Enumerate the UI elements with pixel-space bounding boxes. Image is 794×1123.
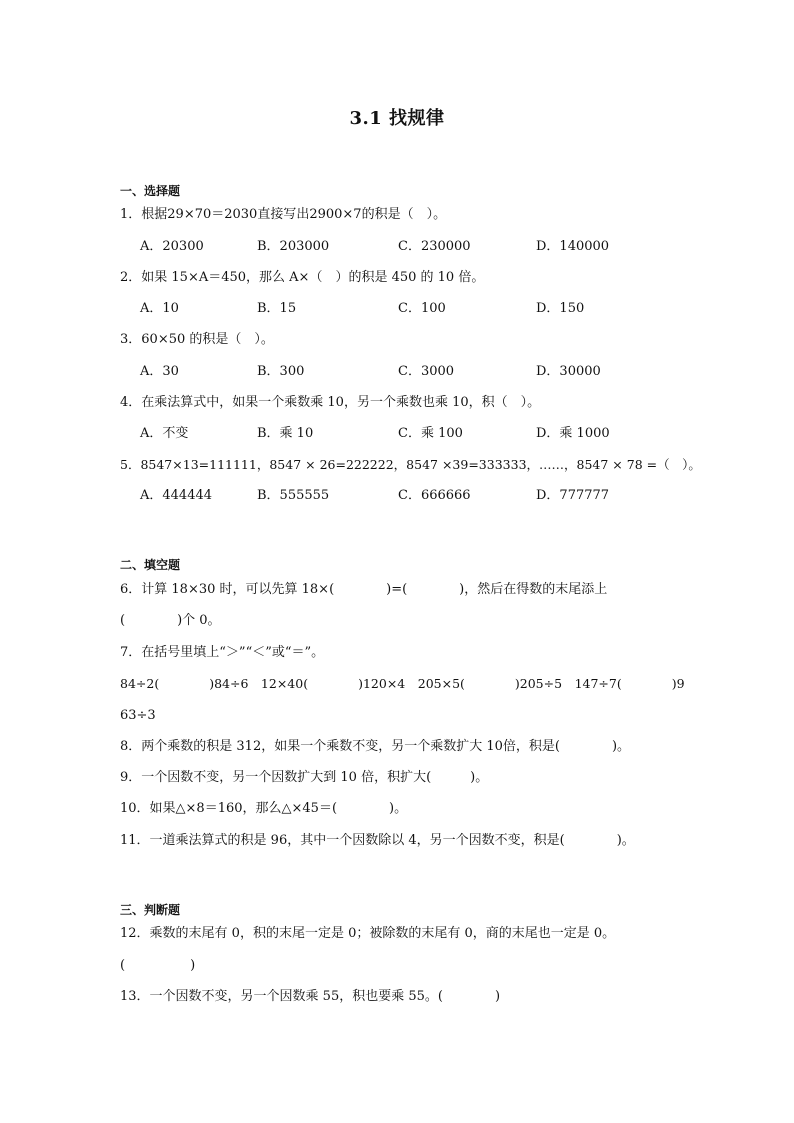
question-7-line-1: 7．在括号里填上“＞”“＜”或“＝”。 [120,645,325,660]
question-3-options [140,363,640,381]
question-7-line-2: 84÷2( )84÷6 12×40( )120×4 205×5( )205÷5 147÷7( )9 [120,676,685,691]
option-c: C．230000 [398,239,471,254]
option-d: D．140000 [536,239,610,254]
option-d: D．乘 1000 [536,426,610,441]
option-b: B．300 [257,364,305,379]
question-2: 2．如果 15×A＝450，那么 A×（ ）的积是 450 的 10 倍。 [120,270,485,285]
section-heading-judge: 三、判断题 [120,903,181,917]
question-13: 13．一个因数不变，另一个因数乘 55，积也要乘 55。( ) [120,989,501,1004]
question-11: 11．一道乘法算式的积是 96，其中一个因数除以 4，另一个因数不变，积是( )。 [120,833,635,848]
option-c: C．乘 100 [398,426,463,441]
option-c: C．666666 [398,488,471,503]
option-b: B．555555 [257,488,330,503]
option-c: C．3000 [398,364,455,379]
question-6-line-2: ( )个 0。 [120,613,221,628]
question-7-line-3: 63÷3 [120,708,156,723]
section-heading-choice: 一、选择题 [120,184,181,198]
option-d: D．777777 [536,488,610,503]
question-2-options [140,300,640,318]
question-5: 5．8547×13=111111，8547 × 26=222222，8547 ×39=333333，……，8547 × 78 =（ ）。 [120,457,701,472]
option-a: A．444444 [140,488,213,503]
question-4: 4．在乘法算式中，如果一个乘数乘 10，另一个乘数也乘 10，积（ ）。 [120,395,541,410]
question-10: 10．如果△×8＝160，那么△×45＝( )。 [120,801,408,816]
page-title: 3.1 找规律 [349,108,445,129]
option-a: A．不变 [140,426,189,441]
question-3: 3．60×50 的积是（ ）。 [120,332,274,347]
option-b: B．乘 10 [257,426,314,441]
option-a: A．10 [140,301,179,316]
option-d: D．150 [536,301,585,316]
question-12-line-1: 12．乘数的末尾有 0，积的末尾一定是 0；被除数的末尾有 0，商的末尾也一定是 0。 [120,926,616,941]
question-8: 8．两个乘数的积是 312，如果一个乘数不变，另一个乘数扩大 10倍，积是( )。 [120,739,631,754]
section-heading-fill: 二、填空题 [120,558,181,572]
option-a: A．20300 [140,239,204,254]
option-c: C．100 [398,301,446,316]
question-12-line-2: ( ) [120,958,196,973]
option-b: B．203000 [257,239,330,254]
option-d: D．30000 [536,364,601,379]
question-5-options [140,487,640,505]
question-4-options [140,425,640,443]
question-6-line-1: 6．计算 18×30 时，可以先算 18×( )=( )，然后在得数的末尾添上 [120,582,608,597]
option-b: B．15 [257,301,297,316]
question-9: 9．一个因数不变，另一个因数扩大到 10 倍，积扩大( )。 [120,770,489,785]
option-a: A．30 [140,364,179,379]
question-1-options [140,238,640,256]
question-1: 1．根据29×70＝2030直接写出2900×7的积是（ ）。 [120,207,447,222]
